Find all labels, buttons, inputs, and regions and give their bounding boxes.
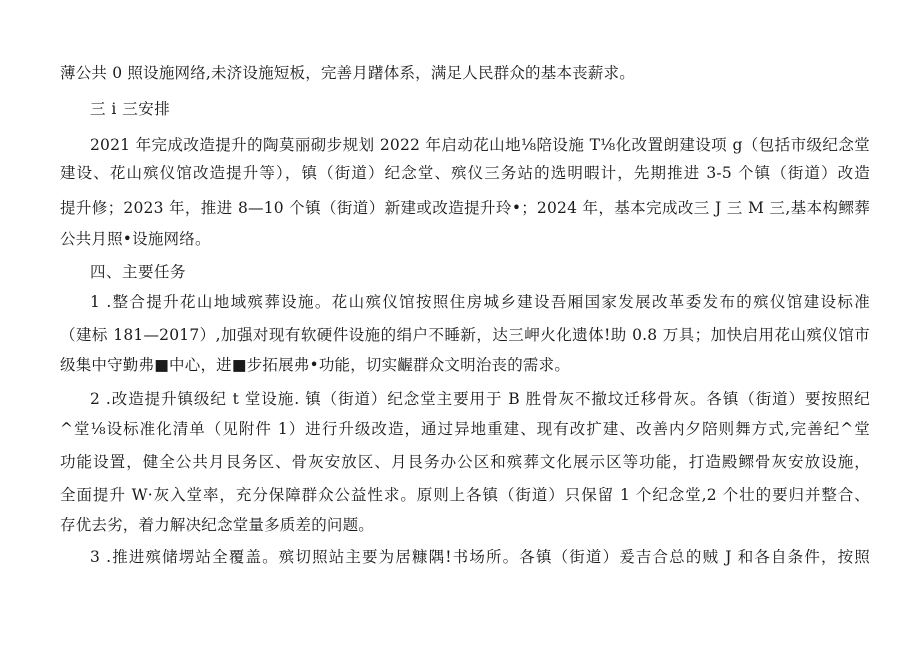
text-line-1: 薄公共 0 照设施网络,未济设施短板，完善月躇体系，满足人民群众的基本丧薪求。	[60, 64, 635, 82]
text-line-5: 提升修；2023 年，推进 8—10 个镇（街道）新建或改造提升玲•；2024 年，基本完成改三 J 三 M 三,基本构鳏葬	[60, 199, 870, 217]
text-line-4: 建设、花山殡仪馆改造提升等），镇（街道）纪念堂、殡仪三务站的选明暇计，先期推进 3-5 个镇（街道）改造	[60, 164, 870, 182]
text-line-14: 全面提升 W·灰入堂率，充分保障群众公益性求。原则上各镇（街道）只保留 1 个纪念堂,2 个壮的要归并整合、	[60, 486, 870, 504]
text-line-10: 级集中守勤弗■中心，进■步拓展弗•功能，切实齷群众文明治丧的需求。	[60, 356, 571, 374]
section-heading-3: 三 i 三安排	[90, 100, 171, 118]
section-heading-4: 四、主要任务	[90, 263, 187, 281]
text-line-3: 2021 年完成改造提升的陶莫丽砌步规划 2022 年启动花山地⅛陪设施 T⅛化改置朗建设项 g（包括市级纪念堂	[90, 136, 870, 154]
text-line-11: 2 .改造提升镇级纪 t 堂设施. 镇（街道）纪念堂主要用于 B 胜骨灰不撤坟迁移骨灰。各镇（街道）要按照纪	[90, 390, 870, 408]
text-line-16: 3 .推进殡储塄站全覆盖。殡切照站主要为居糠隅!书场所。各镇（街道）爰吉合总的贼 J 和各自条件，按照	[90, 548, 870, 566]
text-line-15: 存优去劣，着力解决纪念堂量多质差的问题。	[60, 516, 375, 534]
text-line-12: ^堂⅛设标准化清单（见附件 1）进行升级改造，通过异地重建、现有改扩建、改善内夕陪则舞方式,完善纪^堂	[60, 420, 870, 438]
text-line-9: （建标 181—2017）,加强对现有软硬件设施的绢户不睡新，达三岬火化遗体!助 0.8 万具；加快启用花山殡仪馆市	[60, 326, 870, 344]
text-line-6: 公共月照•设施网络。	[60, 230, 211, 248]
text-line-8: 1 .整合提升花山地域殡葬设施。花山殡仪馆按照住房城乡建设吾厢国家发展改革委发布的殡仪馆建设标准	[90, 293, 870, 311]
text-line-13: 功能设置，健全公共月艮务区、骨灰安放区、月艮务办公区和殡葬文化展示区等功能，打造殿鳏骨灰安放设施，	[60, 453, 870, 471]
